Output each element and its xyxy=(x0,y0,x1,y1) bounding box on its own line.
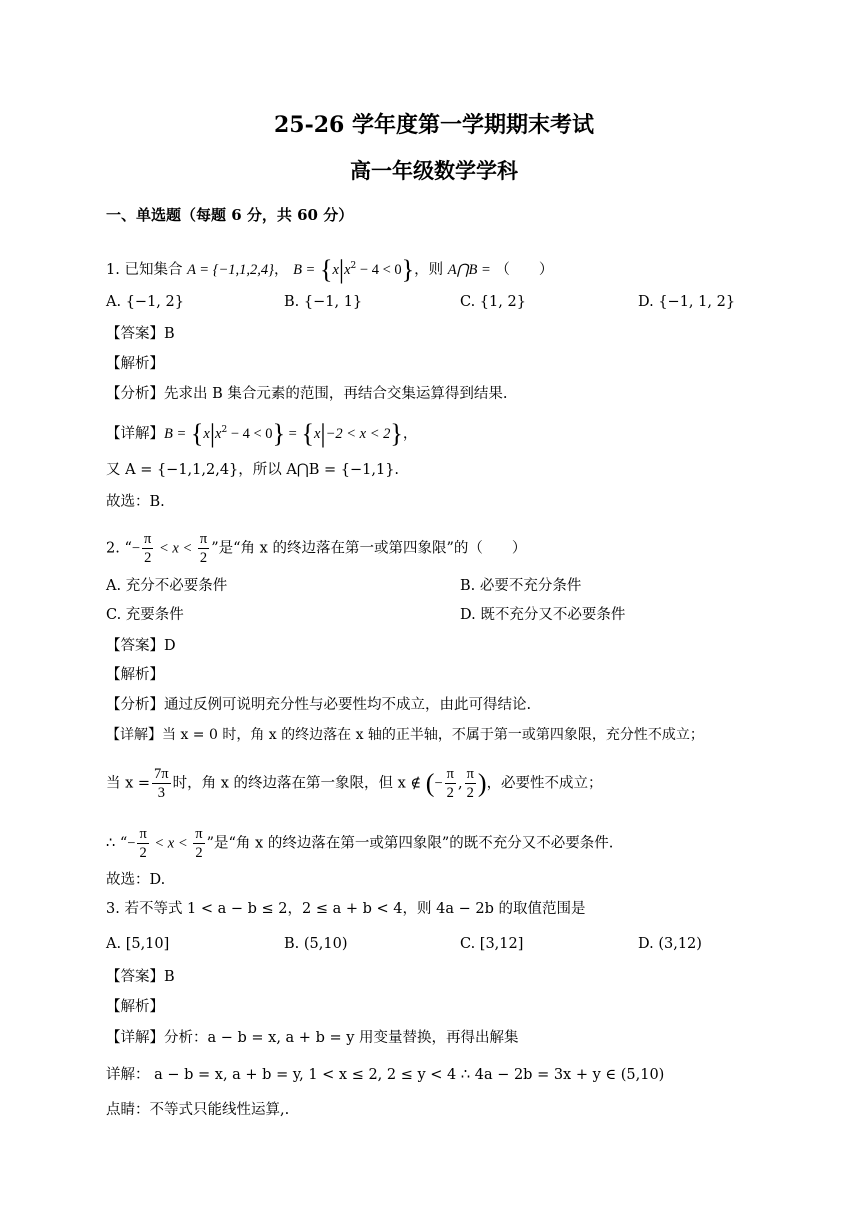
q2-analysis-tag: 【解析】 xyxy=(106,667,164,683)
frac-num: π xyxy=(195,826,203,842)
q2-comma: , xyxy=(457,775,463,792)
frac-num: π xyxy=(144,531,152,547)
q1-detail-cond: − 4 < 0 xyxy=(227,425,273,442)
q1-answer: 【答案】B xyxy=(106,326,175,342)
q2-frac-6 xyxy=(193,825,204,862)
q1-set-b-var: x xyxy=(332,261,339,278)
q1-detail-var: x xyxy=(203,425,210,442)
left-paren: ( xyxy=(425,768,435,798)
section-heading: 一、单选题（每题 6 分，共 60 分） xyxy=(106,206,354,224)
q3-note: 点睛：不等式只能线性运算,. xyxy=(106,1102,290,1118)
q2-stem-open: 2. “ xyxy=(106,540,132,557)
q2-option-d: D. 既不充分又不必要条件 xyxy=(460,607,626,623)
frac-num: π xyxy=(466,766,474,782)
q2-answer: 【答案】D xyxy=(106,638,176,654)
q2-conclusion xyxy=(106,825,613,862)
q2-minus: − xyxy=(131,540,141,557)
q3-option-a: A. [5,10] xyxy=(106,936,170,952)
q3-stem: 3. 若不等式 1 < a − b ≤ 2，2 ≤ a + b < 4，则 4a − 2b 的取值范围是 xyxy=(106,901,586,917)
frac-den: 3 xyxy=(157,785,165,801)
right-paren: ) xyxy=(477,768,487,798)
q1-choose: 故选：B. xyxy=(106,494,165,510)
q1-option-b: B. {−1, 1} xyxy=(284,294,363,310)
q2-conc-tail: ”是“角 x 的终边落在第一或第四象限”的既不充分又不必要条件. xyxy=(206,835,614,852)
q2-frac-4 xyxy=(465,765,476,802)
frac-num: π xyxy=(139,826,147,842)
q1-sep: ， xyxy=(273,261,289,278)
q2-d2-mid: 时，角 x 的终边落在第一象限，但 x ∉ xyxy=(172,775,422,792)
q1-detail-range: −2 < x < 2 xyxy=(325,425,391,442)
frac-den: 2 xyxy=(446,785,454,801)
q2-d2-lead: 当 x = xyxy=(106,775,151,792)
q1-detail-comma: ， xyxy=(402,425,418,442)
q2-frac-7pi xyxy=(152,765,171,802)
q3-detail-1: 【详解】分析：a − b = x, a + b = y 用变量替换，再得出解集 xyxy=(106,1030,519,1046)
q2-fenxi: 【分析】通过反例可说明充分性与必要性均不成立，由此可得结论. xyxy=(106,697,532,713)
frac-den: 2 xyxy=(139,845,147,861)
q1-stem-pre: 1. 已知集合 xyxy=(106,261,183,278)
q1-ask: A⋂B = xyxy=(447,261,491,278)
q2-option-b: B. 必要不充分条件 xyxy=(460,578,582,594)
q2-ineq: < x < xyxy=(155,540,196,557)
q1-analysis-tag: 【解析】 xyxy=(106,356,164,372)
q2-frac-3 xyxy=(445,765,456,802)
q3-option-d: D. (3,12) xyxy=(638,936,702,952)
q1-detail-var2: x xyxy=(313,425,321,442)
left-brace: { xyxy=(190,418,204,448)
q2-stem-tail: ”是“角 x 的终边落在第一或第四象限”的（ ） xyxy=(211,540,527,557)
frac-den: 2 xyxy=(199,550,208,566)
q2-minus-2: − xyxy=(434,775,443,792)
q1-detail-b: B = xyxy=(164,425,187,442)
q1-detail-2: 又 A = {−1,1,2,4}，所以 A⋂B = {−1,1}. xyxy=(106,462,400,478)
q1-stem xyxy=(106,254,554,284)
frac-den: 2 xyxy=(195,845,203,861)
q1-set-a: A = {−1,1,2,4} xyxy=(187,261,274,278)
q1-stem-post: ，则 xyxy=(414,261,444,278)
bar: | xyxy=(320,418,326,448)
frac-num: 7π xyxy=(154,766,169,782)
exam-subtitle: 高一年级数学学科 xyxy=(350,158,518,183)
q3-option-c: C. [3,12] xyxy=(460,936,524,952)
right-brace: } xyxy=(272,418,286,448)
q1-fenxi: 【分析】先求出 B 集合元素的范围，再结合交集运算得到结果. xyxy=(106,386,508,402)
left-brace: { xyxy=(301,418,314,448)
q2-option-c: C. 充要条件 xyxy=(106,607,184,623)
q2-detail-1: 【详解】当 x = 0 时，角 x 的终边落在 x 轴的正半轴，不属于第一或第四象限，充分性不成立； xyxy=(106,727,704,743)
q1-exp: 2 xyxy=(350,261,357,271)
q1-set-b-label: B = xyxy=(293,261,316,278)
bar: | xyxy=(209,418,216,448)
q2-d2-tail: ，必要性不成立； xyxy=(486,775,603,792)
q2-choose: 故选：D. xyxy=(106,872,166,888)
right-brace: } xyxy=(401,254,415,284)
q3-detail-2: 详解： a − b = x, a + b = y, 1 < x ≤ 2, 2 ≤ y < 4 ∴ 4a − 2b = 3x + y ∈ (5,10) xyxy=(106,1067,665,1083)
q1-detail-1 xyxy=(106,418,418,448)
q1-paren: （ ） xyxy=(495,261,554,278)
q2-frac-1 xyxy=(142,530,153,567)
q2-frac-5 xyxy=(137,825,148,862)
q1-set-b-cond: − 4 < 0 xyxy=(356,261,402,278)
q1-option-d: D. {−1, 1, 2} xyxy=(638,294,736,310)
q1-detail-exp: 2 xyxy=(221,425,228,435)
q1-option-a: A. {−1, 2} xyxy=(106,294,184,310)
frac-den: 2 xyxy=(144,550,152,566)
q2-option-a: A. 充分不必要条件 xyxy=(106,578,228,594)
frac-den: 2 xyxy=(466,785,474,801)
q2-ineq-2: < x < xyxy=(150,835,192,852)
q3-answer: 【答案】B xyxy=(106,969,175,985)
q1-detail-x: x xyxy=(215,425,222,442)
bar: | xyxy=(338,254,345,284)
left-brace: { xyxy=(319,254,333,284)
q1-detail-tag: 【详解】 xyxy=(106,425,164,442)
q2-stem xyxy=(106,530,526,567)
q2-conc-open: ∴ “ xyxy=(106,835,128,852)
right-brace: } xyxy=(390,418,403,448)
q3-option-b: B. (5,10) xyxy=(284,936,348,952)
q3-analysis-tag: 【解析】 xyxy=(106,999,164,1015)
q2-frac-2 xyxy=(198,530,209,567)
q2-minus-3: − xyxy=(127,835,136,852)
q1-detail-eq: = xyxy=(285,425,297,442)
q1-option-c: C. {1, 2} xyxy=(460,294,526,310)
frac-num: π xyxy=(446,766,454,782)
exam-title: 25-26 学年度第一学期期末考试 xyxy=(273,112,595,138)
frac-num: π xyxy=(199,531,208,547)
q2-detail-2 xyxy=(106,765,603,802)
q1-set-b-x: x xyxy=(344,261,351,278)
